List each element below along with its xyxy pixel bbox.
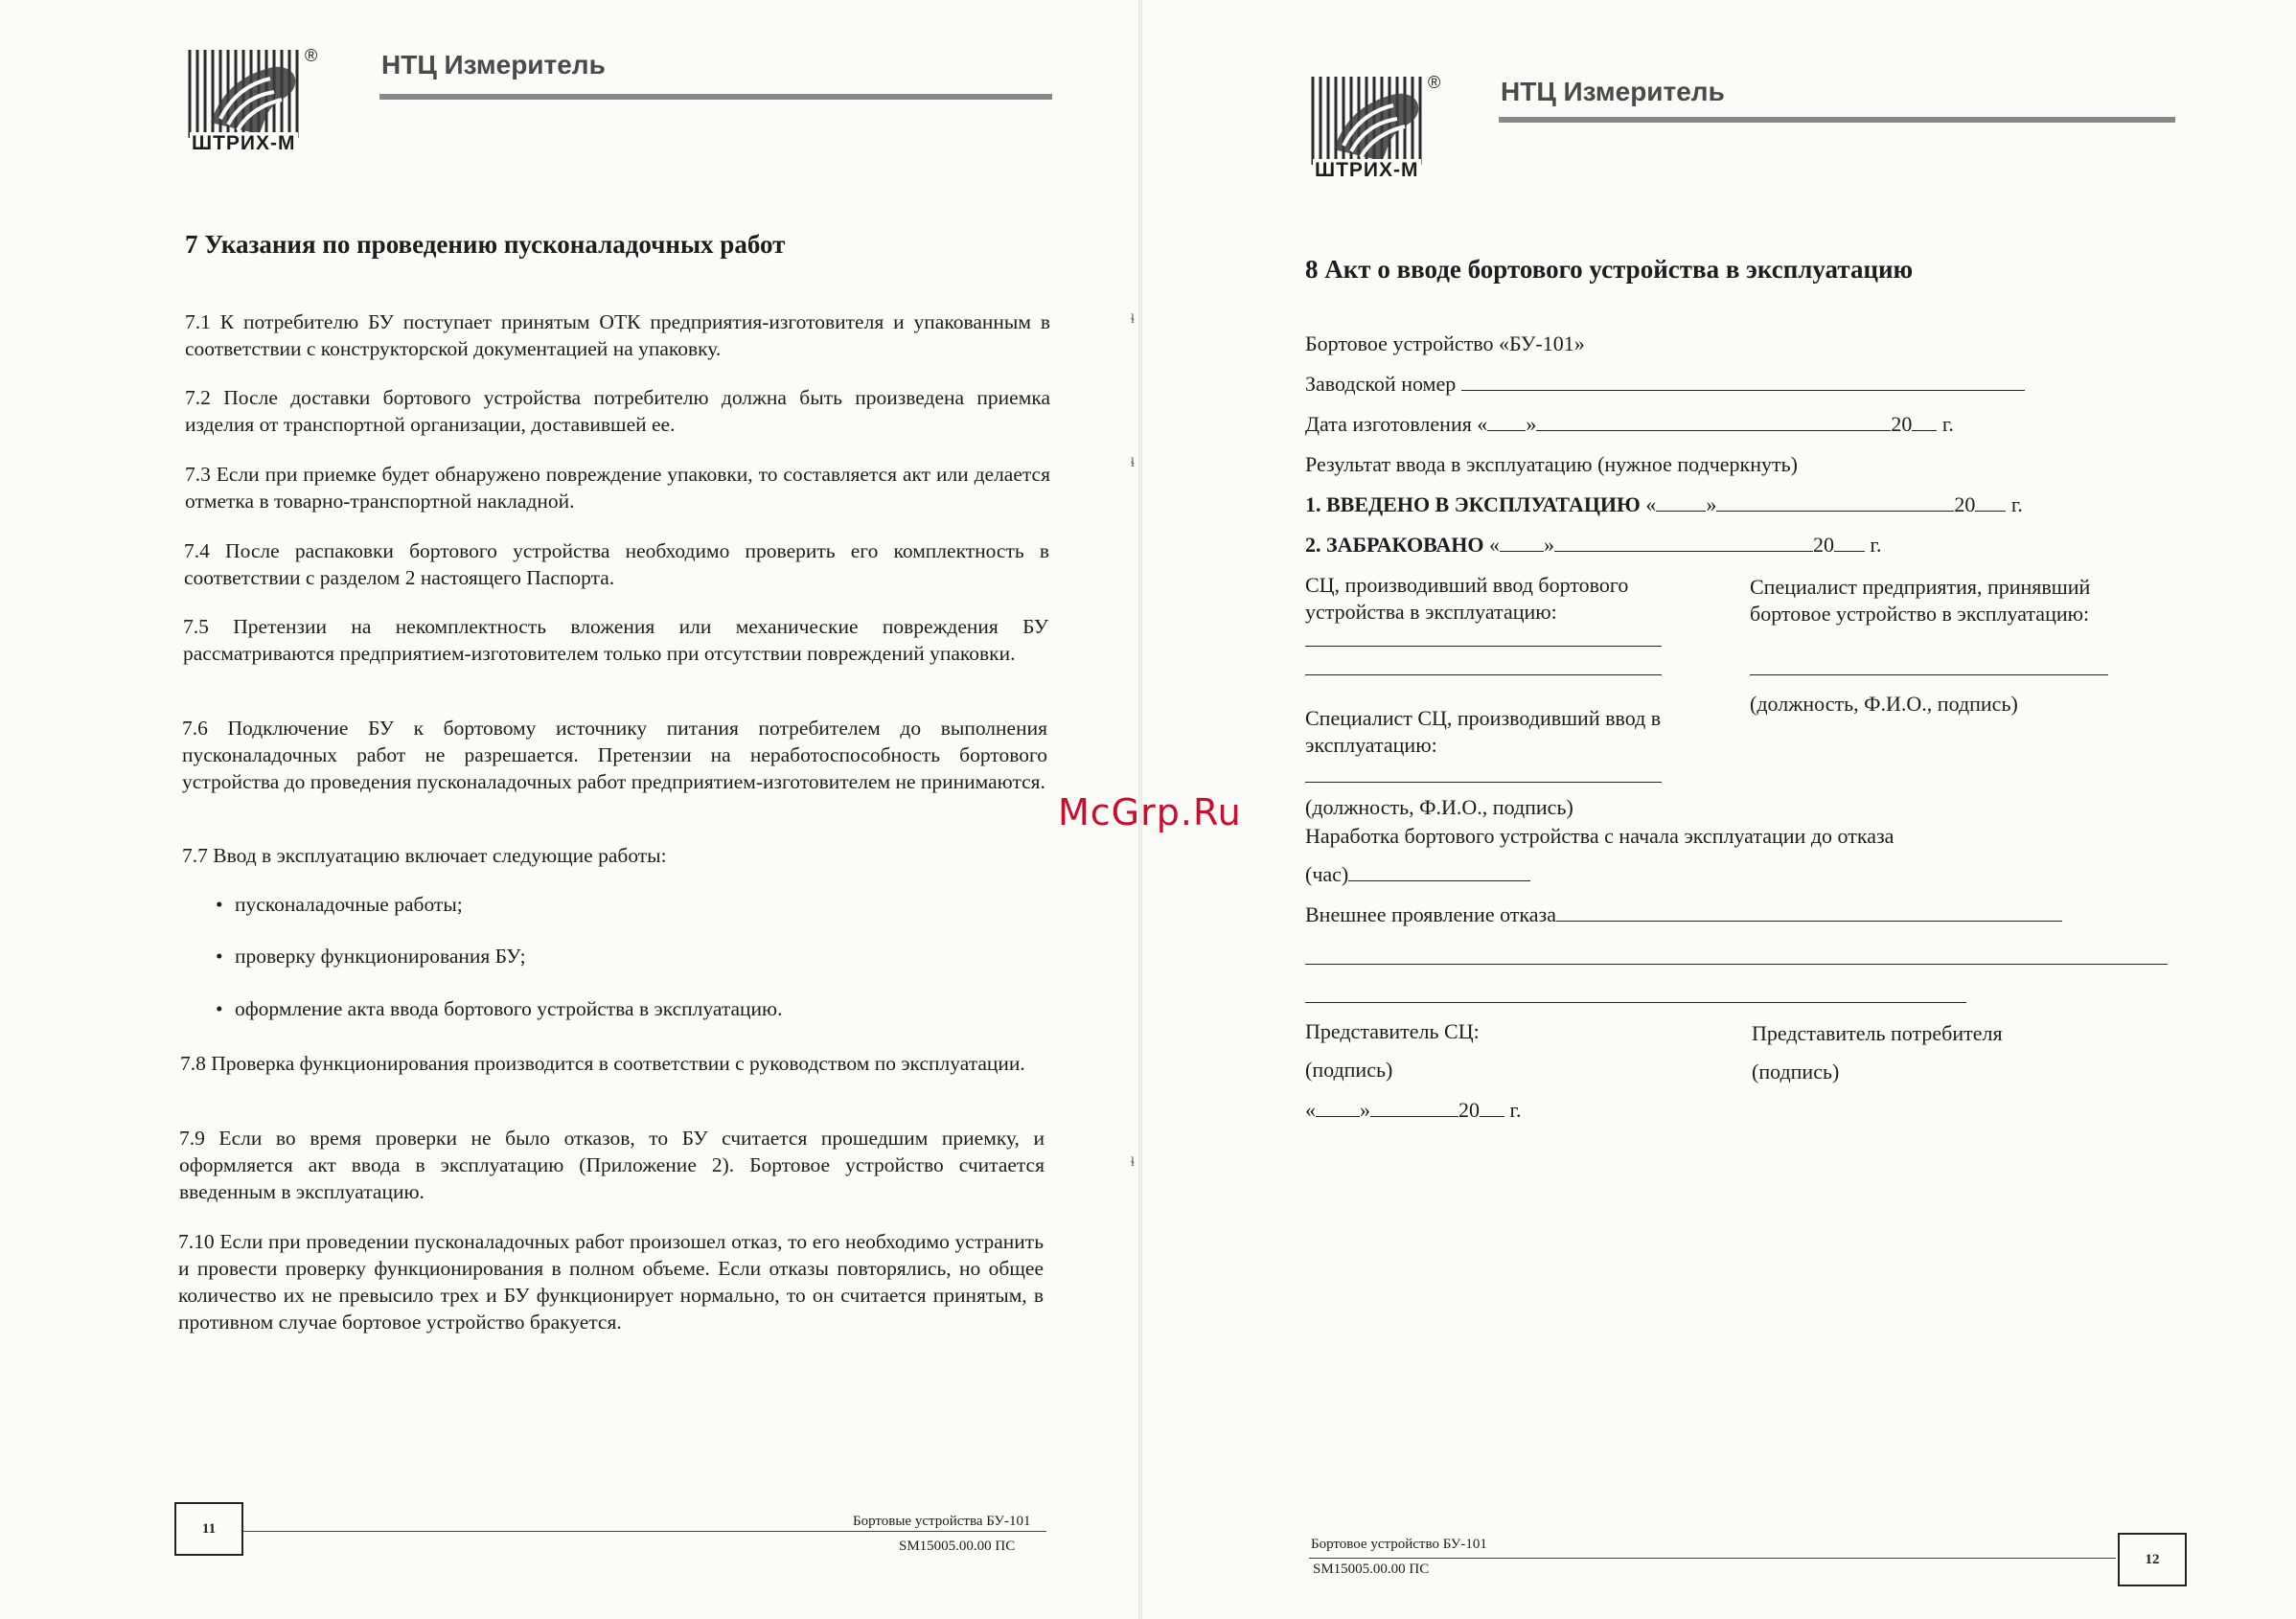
service-center-label: СЦ, производивший ввод бортового устройства в эксплуатацию: [1305, 573, 1629, 624]
rejected-day-field[interactable] [1500, 534, 1544, 552]
paragraph-7-4: 7.4 После распаковки бортового устройства необходимо проверить его комплектность в соответствии с разделом 2 настоящего Паспорта. [184, 539, 1049, 589]
footer-doc-code: SM15005.00.00 ПС [899, 1539, 1016, 1554]
runtime-label: Наработка бортового устройства с начала эксплуатации до отказа [1305, 824, 1894, 848]
page-number-box: 12 [2118, 1533, 2187, 1586]
paragraph-7-5: 7.5 Претензии на некомплектность вложения или механические повреждения БУ рассматриваются предприятием-изготовителем только при отсутствии повреждений упаковки. [183, 615, 1048, 665]
paragraph-7-3: 7.3 Если при приемке будет обнаружено повреждение упаковки, то составляется акт или делается отметка в товарно-транспортной накладной. [185, 463, 1050, 513]
bullet-item: • проверку функционирования БУ; [235, 945, 526, 969]
paragraph-7-6: 7.6 Подключение БУ к бортовому источнику питания потребителем до выполнения пусконаладочных работ не разрешается. Претензии на неработоспособность бортового устройства до проведения пусконаладочных работ предприятием-изготовителем не принимаются. [182, 717, 1047, 793]
section-7-title: 7 Указания по проведению пусконаладочных работ [185, 230, 786, 259]
footer-product: Бортовые устройства БУ-101 [853, 1514, 1031, 1529]
signature-day-field[interactable] [1316, 1099, 1360, 1117]
section-8-title: 8 Акт о вводе бортового устройства в эксплуатацию [1305, 255, 1914, 284]
commissioned-year-field[interactable] [1975, 493, 2006, 512]
commissioned-label: 1. ВВЕДЕНО В ЭКСПЛУАТАЦИЮ [1305, 492, 1641, 516]
paragraph-7-2: 7.2 После доставки бортового устройства потребителю должна быть произведена приемка изделия от транспортной организации, доставившей ее. [185, 386, 1050, 436]
close-quote: » [1360, 1098, 1370, 1122]
manufacture-date-label: Дата изготовления « [1305, 412, 1488, 436]
consumer-specialist-line[interactable] [1750, 674, 2108, 675]
commissioned-month-field[interactable] [1716, 493, 1954, 512]
device-line: Бортовое устройство «БУ-101» [1305, 331, 1585, 355]
rejected-year-field[interactable] [1834, 534, 1865, 552]
year-suffix: г. [1941, 412, 1954, 436]
consumer-specialist-label: Специалист предприятия, принявший бортовое устройство в эксплуатацию: [1750, 575, 2091, 626]
signature-year-field[interactable] [1480, 1099, 1504, 1117]
sc-position-caption: (должность, Ф.И.О., подпись) [1305, 795, 1573, 819]
page-number-box: 11 [174, 1502, 243, 1556]
staple-mark: ɬ [1131, 456, 1135, 470]
year-prefix: 20 [1954, 492, 1976, 516]
failure-field[interactable] [1556, 903, 2062, 922]
result-label: Результат ввода в эксплуатацию (нужное подчеркнуть) [1305, 452, 1798, 476]
rejected-label: 2. ЗАБРАКОВАНО [1305, 533, 1484, 557]
year-prefix: 20 [1812, 533, 1834, 557]
staple-mark: ɬ [1131, 312, 1135, 327]
failure-line[interactable] [1305, 1002, 1966, 1003]
logo-text: ШТРИХ-М [1315, 159, 1419, 181]
close-quote: » [1543, 533, 1554, 557]
header-rule [1499, 117, 2175, 123]
footer-rule [1309, 1558, 2116, 1559]
close-quote: » [1526, 412, 1537, 436]
shtrih-m-logo [182, 46, 326, 154]
serial-number-label: Заводской номер [1305, 372, 1457, 396]
hours-label: (час) [1305, 862, 1349, 886]
paragraph-7-8: 7.8 Проверка функционирования производится в соответствии с руководством по эксплуатации. [180, 1052, 1025, 1075]
sc-specialist-label: Специалист СЦ, производивший ввод в эксплуатацию: [1305, 706, 1662, 757]
service-center-line[interactable] [1305, 646, 1662, 647]
rejected-row [1305, 533, 1882, 558]
year-prefix: 20 [1891, 412, 1913, 436]
consumer-signature-caption: (подпись) [1752, 1060, 1840, 1083]
consumer-position-caption: (должность, Ф.И.О., подпись) [1750, 692, 2018, 716]
failure-line[interactable] [1305, 964, 2168, 965]
date-day-field[interactable] [1487, 413, 1526, 431]
paragraph-7-10: 7.10 Если при проведении пусконаладочных работ произошел отказ, то его необходимо устранить и провести проверку функционирования в полном объеме. Если отказы повторялись, но общее количество их не превысило трех и БУ функционирует нормально, то он считается принятым, в противном случае бортовое устройство бракуется. [178, 1230, 1044, 1334]
registered-mark: ® [305, 46, 318, 65]
failure-label: Внешнее проявление отказа [1305, 902, 1556, 926]
footer-doc-code: SM15005.00.00 ПС [1313, 1562, 1430, 1577]
sc-specialist-line[interactable] [1305, 782, 1662, 783]
year-suffix: г. [1509, 1098, 1522, 1122]
paragraph-7-7: 7.7 Ввод в эксплуатацию включает следующие работы: [182, 844, 667, 867]
manufacture-date-row [1305, 412, 1954, 437]
paragraph-7-1: 7.1 К потребителю БУ поступает принятым ОТК предприятия-изготовителя и упакованным в соответствии с конструкторской документацией на упаковку. [185, 310, 1050, 360]
registered-mark: ® [1428, 73, 1441, 92]
staple-mark: ɬ [1131, 1155, 1135, 1170]
logo-text: ШТРИХ-М [192, 132, 296, 154]
year-suffix: г. [1870, 533, 1882, 557]
footer-product: Бортовое устройство БУ-101 [1311, 1537, 1487, 1552]
date-year-field[interactable] [1912, 413, 1937, 431]
company-name: НТЦ Измеритель [381, 50, 606, 80]
sc-signature-caption: (подпись) [1305, 1058, 1393, 1082]
hours-field[interactable] [1348, 863, 1530, 881]
serial-number-field[interactable] [1461, 373, 2025, 391]
sc-representative-label: Представитель СЦ: [1305, 1019, 1480, 1043]
signature-date-row [1305, 1098, 1522, 1123]
failure-row [1305, 902, 2062, 927]
footer-rule [243, 1531, 1046, 1532]
open-quote: « [1645, 492, 1657, 516]
hours-row [1305, 862, 1530, 887]
paragraph-7-9: 7.9 Если во время проверки не было отказов, то БУ считается прошедшим приемку, и оформляется акт ввода в эксплуатацию (Приложение 2). Бортовое устройство считается введенным в эксплуатацию. [179, 1127, 1045, 1203]
bullet-item: • пусконаладочные работы; [235, 893, 463, 917]
header-rule [379, 94, 1052, 100]
consumer-representative-label: Представитель потребителя [1752, 1021, 2003, 1045]
signature-month-field[interactable] [1370, 1099, 1458, 1117]
close-quote: » [1706, 492, 1717, 516]
bullet-item: • оформление акта ввода бортового устройства в эксплуатацию. [235, 997, 783, 1021]
commissioned-day-field[interactable] [1656, 493, 1706, 512]
open-quote: « [1488, 533, 1500, 557]
company-name: НТЦ Измеритель [1501, 77, 1725, 106]
service-center-line[interactable] [1305, 674, 1662, 675]
open-quote: « [1305, 1098, 1316, 1122]
rejected-month-field[interactable] [1554, 534, 1813, 552]
commissioned-row [1305, 492, 2023, 517]
watermark: McGrp.Ru [1058, 791, 1242, 833]
date-month-field[interactable] [1536, 413, 1891, 431]
shtrih-m-logo [1305, 73, 1449, 181]
serial-number-row [1305, 372, 2025, 397]
year-suffix: г. [2010, 492, 2023, 516]
year-prefix: 20 [1458, 1098, 1480, 1122]
